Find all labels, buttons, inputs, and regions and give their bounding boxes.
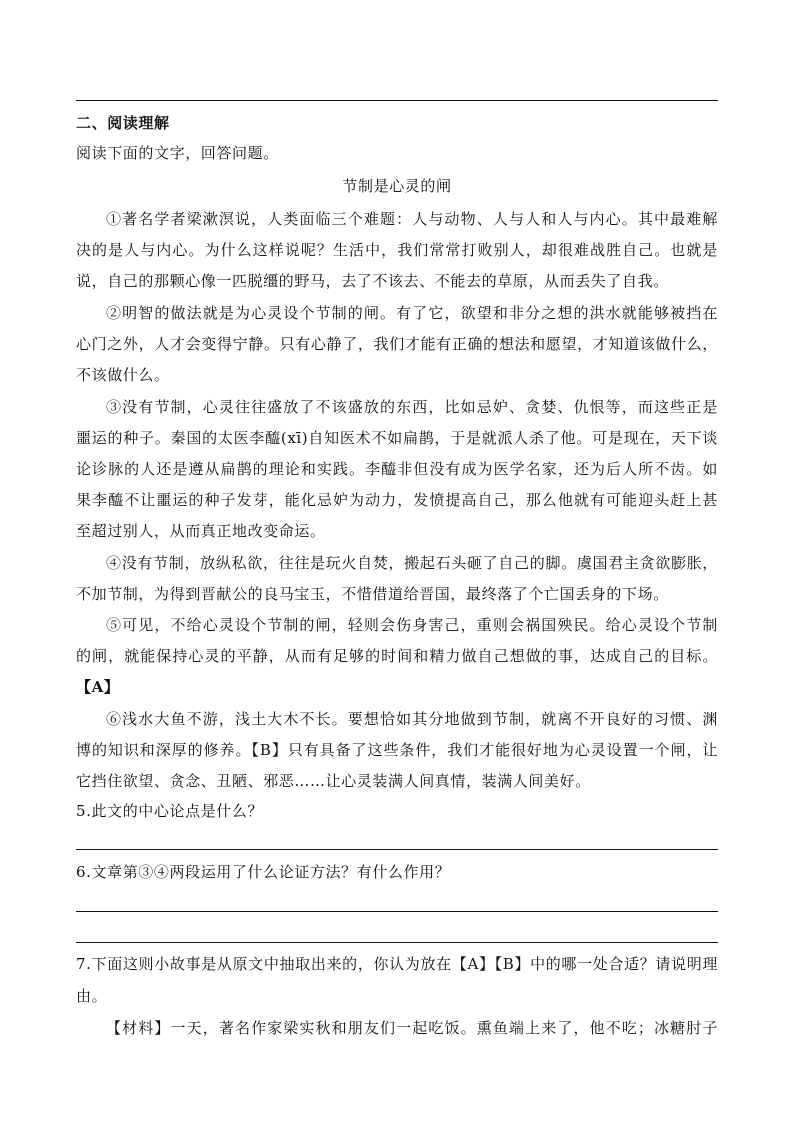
paragraph-line: 不该做什么。: [76, 366, 170, 384]
instruction: 阅读下面的文字，回答问题。: [76, 144, 279, 162]
paragraph-line: ①著名学者梁漱溟说，人类面临三个难题：人与动物、人与人和人与内心。其中最难解: [106, 210, 718, 228]
answer-line-q6-2[interactable]: [76, 942, 718, 943]
answer-line-q6-1[interactable]: [76, 911, 718, 912]
question-7-cont: 由。: [76, 987, 108, 1005]
paragraph-line: 的闸，就能保持心灵的平静，从而有足够的时间和精力做自己想做的事，达成自己的目标。: [76, 647, 718, 665]
paragraph-line: 不加节制，为得到晋献公的良马宝玉，不惜借道给晋国，最终落了个亡国丢身的下场。: [76, 585, 669, 603]
paragraph-line: 论诊脉的人还是遵从扁鹊的理论和实践。李醯非但没有成为医学名家，还为后人所不齿。如: [76, 460, 718, 478]
paragraph-line: ⑤可见，不给心灵设个节制的闸，轻则会伤身害己，重则会祸国殃民。给心灵设个节制: [106, 616, 718, 634]
paragraph-line: 心门之外，人才会变得宁静。只有心静了，我们才能有正确的想法和愿望，才知道该做什么，: [76, 335, 718, 353]
paragraph-line: 说，自己的那颗心像一匹脱缰的野马，去了不该去、不能去的草原，从而丢失了自我。: [76, 272, 669, 290]
top-divider: [76, 100, 718, 101]
question-5: 5.此文的中心论点是什么？: [76, 802, 264, 820]
question-6: 6.文章第③④两段运用了什么论证方法？有什么作用？: [76, 863, 451, 881]
paragraph-line: ⑥浅水大鱼不游，浅土大木不长。要想恰如其分地做到节制，就离不开良好的习惯、渊: [106, 710, 718, 728]
section-heading: 二、阅读理解: [76, 114, 170, 132]
paragraph-line: 它挡住欲望、贪念、丑陋、邪恶……让心灵装满人间真情，装满人间美好。: [76, 772, 591, 790]
paragraph-line: 决的是人与内心。为什么这样说呢？生活中，我们常常打败别人，却很难战胜自己。也就是: [76, 241, 718, 259]
article-title: 节制是心灵的闸: [342, 177, 452, 195]
paragraph-line: 果李醯不让噩运的种子发芽，能化忌妒为动力，发愤提高自己，那么他就有可能迎头赶上甚: [76, 491, 718, 509]
paragraph-line: 博的知识和深厚的修养。【B】只有具备了这些条件，我们才能很好地为心灵设置一个闸，让: [76, 741, 718, 759]
material-text: 【材料】一天，著名作家梁实秋和朋友们一起吃饭。熏鱼端上来了，他不吃；冰糖肘子: [106, 1019, 718, 1037]
paragraph-line: 至超过别人，从而真正地改变命运。: [76, 522, 326, 540]
paragraph-line: ④没有节制，放纵私欲，往往是玩火自焚，搬起石头砸了自己的脚。虞国君主贪欲膨胀，: [106, 554, 718, 572]
paragraph-line: ②明智的做法就是为心灵设个节制的闸。有了它，欲望和非分之想的洪水就能够被挡在: [106, 304, 718, 322]
question-7: 7.下面这则小故事是从原文中抽取出来的，你认为放在【A】【B】中的哪一处合适？请说明理: [76, 955, 718, 973]
paragraph-line: ③没有节制，心灵往往盛放了不该盛放的东西，比如忌妒、贪婪、仇恨等，而这些正是: [106, 398, 718, 416]
paragraph-line: 噩运的种子。秦国的太医李醯(xī)自知医术不如扁鹊，于是就派人杀了他。可是现在，天下谈: [76, 429, 718, 447]
marker-a: 【A】: [76, 678, 120, 696]
answer-line-q5[interactable]: [76, 849, 718, 850]
